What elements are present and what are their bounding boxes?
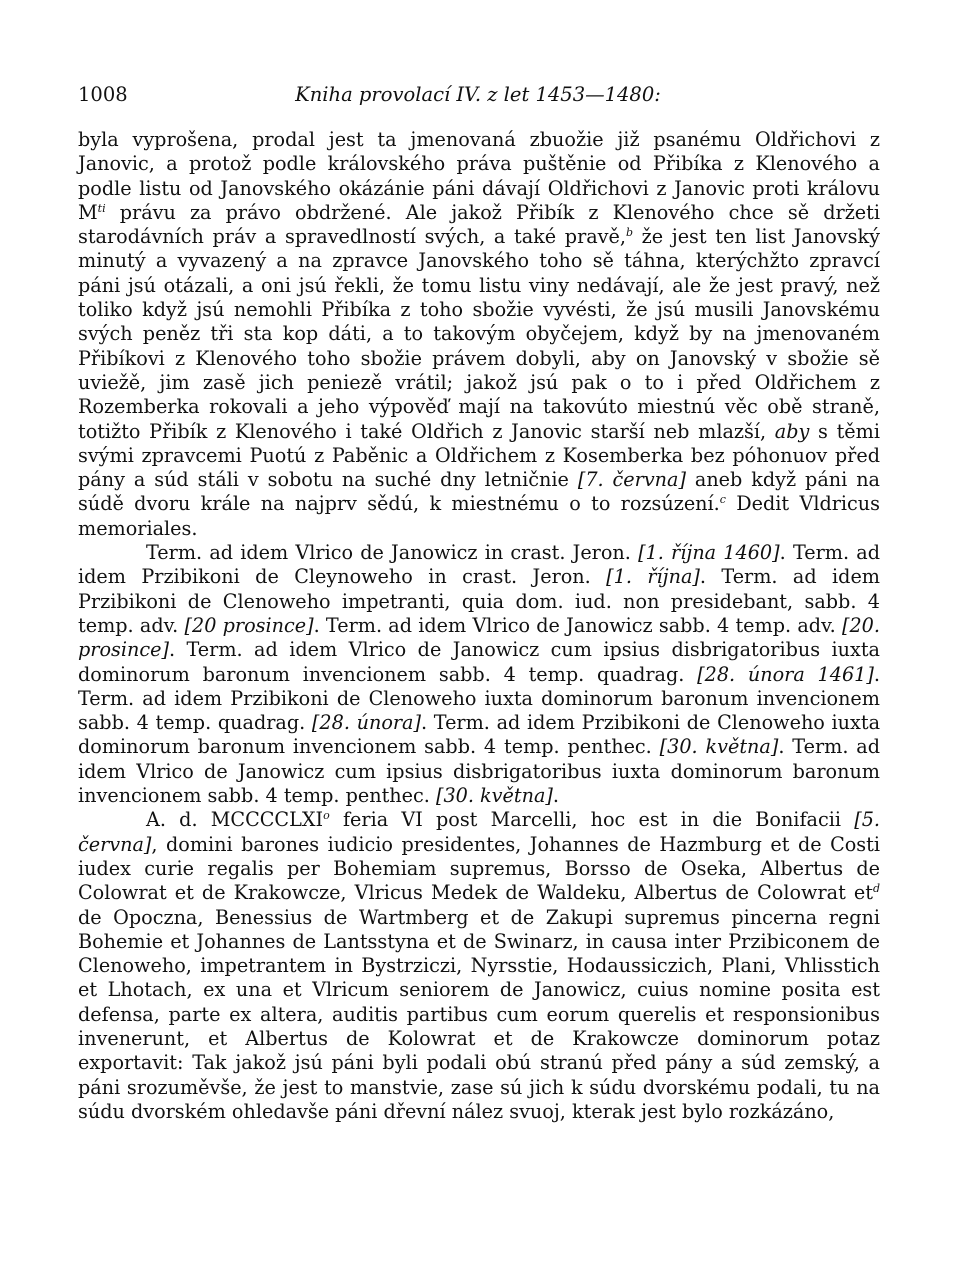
italic-text: aby <box>774 419 810 443</box>
footnote-mark: b <box>625 226 634 240</box>
date-note: [28. února 1461] <box>697 662 874 686</box>
date-note: [20. prosince] <box>78 613 880 662</box>
text-run: . Term. ad idem Vlrico de Janowicz cum ipsius disbrigatoribus iuxta dominorum baronum invencionem sabb. 4 temp. penthec. <box>78 735 880 808</box>
page-number: 1008 <box>78 83 128 106</box>
paragraph-2 <box>78 541 880 808</box>
text-run: A. d. MCCCCLXI <box>146 808 324 832</box>
text-run: . Term. ad idem Przibikoni de Cleynoweho in crast. Jeron. <box>78 541 880 589</box>
footnote-mark: c <box>719 493 726 507</box>
text-run: byla vyprošena, prodal jest ta jmenovaná zbuožie již psanému Oldřichovi z Janovic, a protož podle královského práva puštěnie od Přibíka z Klenového a podle listu od Janovského okázánie páni dávají Oldřichovi z Janovic proti královu M <box>78 128 880 224</box>
text-run: . Term. ad idem Vlrico de Janowicz sabb. 4 temp. adv. <box>313 613 842 637</box>
text-run: s těmi svými zpravcemi Puotú z Paběnic a Oldřichem z Kosemberka bez póhonuov před pány a súd stáli v sobotu na suché dny letničnie <box>78 419 880 492</box>
body-text <box>78 128 880 1124</box>
date-note: [1. října] <box>606 565 700 589</box>
superscript: o <box>323 809 330 823</box>
date-note: [20 prosince] <box>184 613 314 637</box>
text-run: že jest ten list Janovský minutý a vyvazený a na zpravce Janovského toho sě táhna, kterýchžto zpravcí páni jsú otázali, a oni jsú řekli, že tomu listu viny nedávají, ale že jest pravý, než toliko když jsú nemohli Přibíka z toho sbožie vyvésti, že jsú musili Janovskému svých peněz tři sta kop dáti, a to takovým obyčejem, když by na jmenovaném Přibíkovi z Klenového toho sbožie právem dobyli, aby on Janovský v sbožie sě uviežě, jim zasě jich peniezě vrátil; jakož jsú pak o to i před Oldřichem z Rozemberka rokovali a jeho výpověď mají na takovúto miestnú věc obě straně, totižto Přibík z Klenového i také Oldřich z Janovic starší neb mlazší, <box>78 225 880 443</box>
date-note: [5. června] <box>78 808 881 856</box>
paragraph-1 <box>78 128 880 541</box>
text-run: . <box>552 784 559 808</box>
text-run: Dedit Vldricus memoriales. <box>78 492 880 540</box>
text-run: právu za právo obdržené. Ale jakož Přibík z Klenového chce sě držeti starodávních práv a spravedlností svých, a také pravě, <box>78 200 880 249</box>
text-run: . Term. ad idem Przibikoni de Clenoweho iuxta dominorum baronum invencionem sabb. 4 temp. penthec. <box>78 711 881 759</box>
text-run: de Opoczna, Benessius de Wartmberg et de Zakupi supremus pincerna regni Bohemie et Johannes de Lantsstyna et de Swinarz, in causa inter Przibiconem de Clenoweho, impetrantem in Bystrziczi, Nyrsstie, Hodaussiczich, Plani, Vhlisstich et Lhotach, ex una et Vlricum seniorem de Janowicz, cuius nomine posita est defensa, parte ex altera, auditis partibus cum eorum querelis et responsionibus invenerunt, et Albertus de Kolowrat et de Krakowcze dominorum potaz exportavit: Tak jakož jsú páni byli podali obú stranú před pány a súd zemský, a páni srozuměvše, že jest to manstvie, zase sú jich k súdu dvorskému podali, tu na súdu dvorském ohledavše páni dřevní nález svuoj, kterak jest bylo rozkázáno, <box>78 905 880 1123</box>
text-run: , domini barones iudicio presidentes, Johannes de Hazmburg et de Costi iudex curie regalis per Bohemiam supremus, Borsso de Oseka, Albertus de Colowrat et de Krakowcze, Vlricus Medek de Waldeku, Albertus de Colowrat et <box>78 832 880 905</box>
date-note: [1. října 1460] <box>638 541 780 565</box>
date-note: [7. června] <box>577 468 686 492</box>
text-run: Term. ad idem Vlrico de Janowicz in crast. Jeron. <box>146 541 639 565</box>
superscript: ti <box>97 201 106 215</box>
date-note: [30. května] <box>659 735 779 759</box>
date-note: [28. února] <box>311 711 421 735</box>
text-run: aneb když páni na súdě dvoru krále na najprv sědú, k miestnému o to rozsúzení. <box>78 468 880 516</box>
running-title: Kniha provolací IV. z let 1453—1480: <box>295 83 661 106</box>
text-run: . Term. ad idem Przibikoni de Clenoweho impetranti, quia dom. iud. non presidebant, sabb. 4 temp. adv. <box>78 565 880 637</box>
paragraph-3 <box>78 808 880 1124</box>
text-run: . Term. ad idem Przibikoni de Clenoweho iuxta dominorum baronum invencionem sabb. 4 temp. quadrag. <box>78 662 880 735</box>
page-header <box>78 80 878 110</box>
text-run: feria VI post Marcelli, hoc est in die Bonifacii <box>329 808 855 832</box>
date-note: [30. května] <box>435 784 553 808</box>
footnote-mark: d <box>872 882 880 896</box>
text-run: . Term. ad idem Vlrico de Janowicz cum ipsius disbrigatoribus iuxta dominorum baronum invencionem sabb. 4 temp. quadrag. <box>78 638 880 686</box>
